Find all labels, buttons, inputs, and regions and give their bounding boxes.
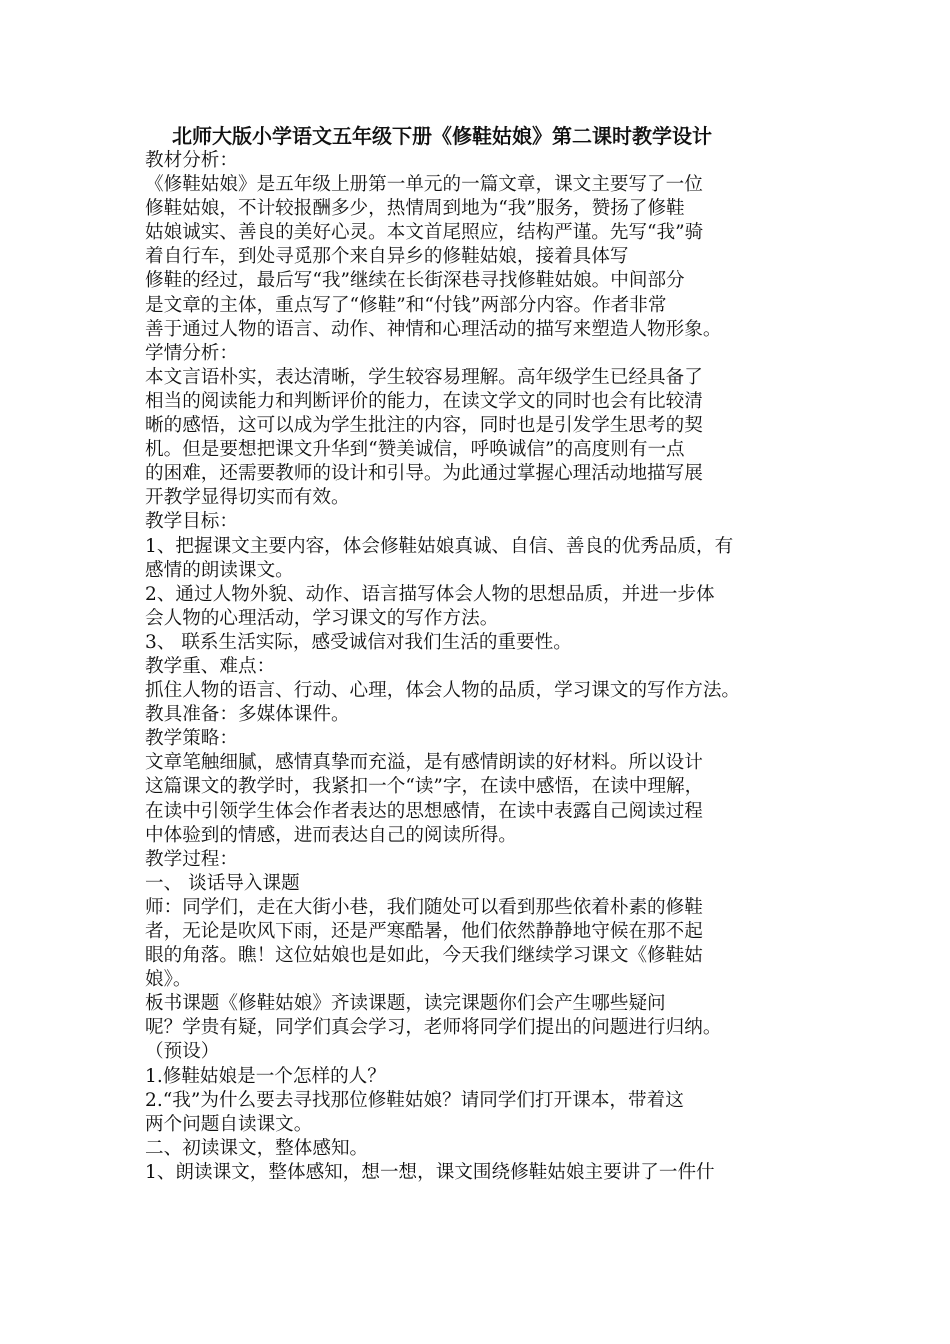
text-line: 板书课题《修鞋姑娘》齐读课题，读完课题你们会产生哪些疑问 [145, 993, 666, 1015]
text-line: 教学过程： [145, 848, 238, 870]
text-line: 姑娘诚实、善良的美好心灵。本文首尾照应，结构严谨。先写“我”骑 [145, 222, 704, 244]
text-line: 抓住人物的语言、行动、心理，体会人物的品质，学习课文的写作方法。 [145, 680, 741, 702]
text-line: 娘》。 [145, 969, 192, 991]
text-line: 教材分析： [145, 150, 238, 171]
text-line: 是文章的主体，重点写了“修鞋”和“付钱”两部分内容。作者非常 [145, 294, 667, 316]
text-line: 文章笔触细腻，感情真挚而充溢，是有感情朗读的好材料。所以设计 [145, 752, 703, 774]
text-line: 《修鞋姑娘》是五年级上册第一单元的一篇文章，课文主要写了一位 [145, 174, 703, 196]
text-line: 机。但是要想把课文升华到“赞美诚信，呼唤诚信”的高度则有一点 [145, 439, 685, 461]
text-line: 修鞋的经过，最后写“我”继续在长街深巷寻找修鞋姑娘。中间部分 [145, 270, 685, 292]
text-line: 者，无论是吹风下雨，还是严寒酷暑，他们依然静静地守候在那不起 [145, 921, 703, 942]
text-line: 1、朗读课文，整体感知，想一想，课文围绕修鞋姑娘主要讲了一件什 [145, 1161, 715, 1183]
text-line: 感情的朗读课文。 [145, 559, 294, 581]
text-line: 修鞋姑娘，不计较报酬多少，热情周到地为“我”服务，赞扬了修鞋 [145, 198, 685, 220]
text-line: 二、初读课文，整体感知。 [145, 1137, 369, 1159]
text-line: 学情分析： [145, 342, 238, 364]
text-line: 呢？学贵有疑，同学们真会学习，老师将同学们提出的问题进行归纳。 [145, 1017, 722, 1039]
text-line: 1.修鞋姑娘是一个怎样的人？ [145, 1065, 386, 1087]
text-line: 2、通过人物外貌、动作、语言描写体会人物的思想品质，并进一步体 [145, 583, 715, 605]
text-line: 教学策略： [145, 728, 238, 750]
text-line: 本文言语朴实，表达清晰，学生较容易理解。高年级学生已经具备了 [145, 366, 703, 388]
text-line: 师：同学们，走在大街小巷，我们随处可以看到那些依着朴素的修鞋 [145, 896, 703, 918]
text-line: 开教学显得切实而有效。 [145, 487, 350, 509]
text-line: 1、把握课文主要内容，体会修鞋姑娘真诚、自信、善良的优秀品质，有 [145, 535, 734, 557]
text-line: 眼的角落。瞧！这位姑娘也是如此，今天我们继续学习课文《修鞋姑 [145, 945, 703, 967]
text-line: 晰的感悟，这可以成为学生批注的内容，同时也是引发学生思考的契 [145, 415, 703, 437]
text-line: 会人物的心理活动，学习课文的写作方法。 [145, 607, 499, 629]
document-body [145, 149, 825, 1185]
text-line: 两个问题自读课文。 [145, 1113, 313, 1135]
text-line: 中体验到的情感，进而表达自己的阅读所得。 [145, 824, 517, 846]
text-line: 一、 谈话导入课题 [145, 872, 300, 894]
text-line: 在读中引领学生体会作者表达的思想感情，在读中表露自己阅读过程 [145, 800, 703, 822]
text-line: 这篇课文的教学时，我紧扣一个“读”字，在读中感悟，在读中理解， [145, 776, 704, 798]
text-line: 2.“我”为什么要去寻找那位修鞋姑娘？请同学们打开课本，带着这 [145, 1089, 684, 1111]
text-line: （预设） [145, 1041, 220, 1063]
text-line: 着自行车，到处寻觅那个来自异乡的修鞋姑娘，接着具体写 [145, 246, 629, 268]
text-line: 教具准备：多媒体课件。 [145, 704, 350, 726]
text-line: 相当的阅读能力和判断评价的能力，在读文学文的同时也会有比较清 [145, 390, 703, 412]
text-line: 教学目标： [145, 511, 238, 533]
text-line: 3、 联系生活实际，感受诚信对我们生活的重要性。 [145, 631, 572, 653]
document-title: 北师大版小学语文五年级下册《修鞋姑娘》第二课时教学设计 [172, 124, 712, 148]
text-line: 善于通过人物的语言、动作、神情和心理活动的描写来塑造人物形象。 [145, 318, 722, 340]
text-line: 教学重、难点： [145, 655, 276, 677]
text-line: 的困难，还需要教师的设计和引导。为此通过掌握心理活动地描写展 [145, 463, 703, 485]
